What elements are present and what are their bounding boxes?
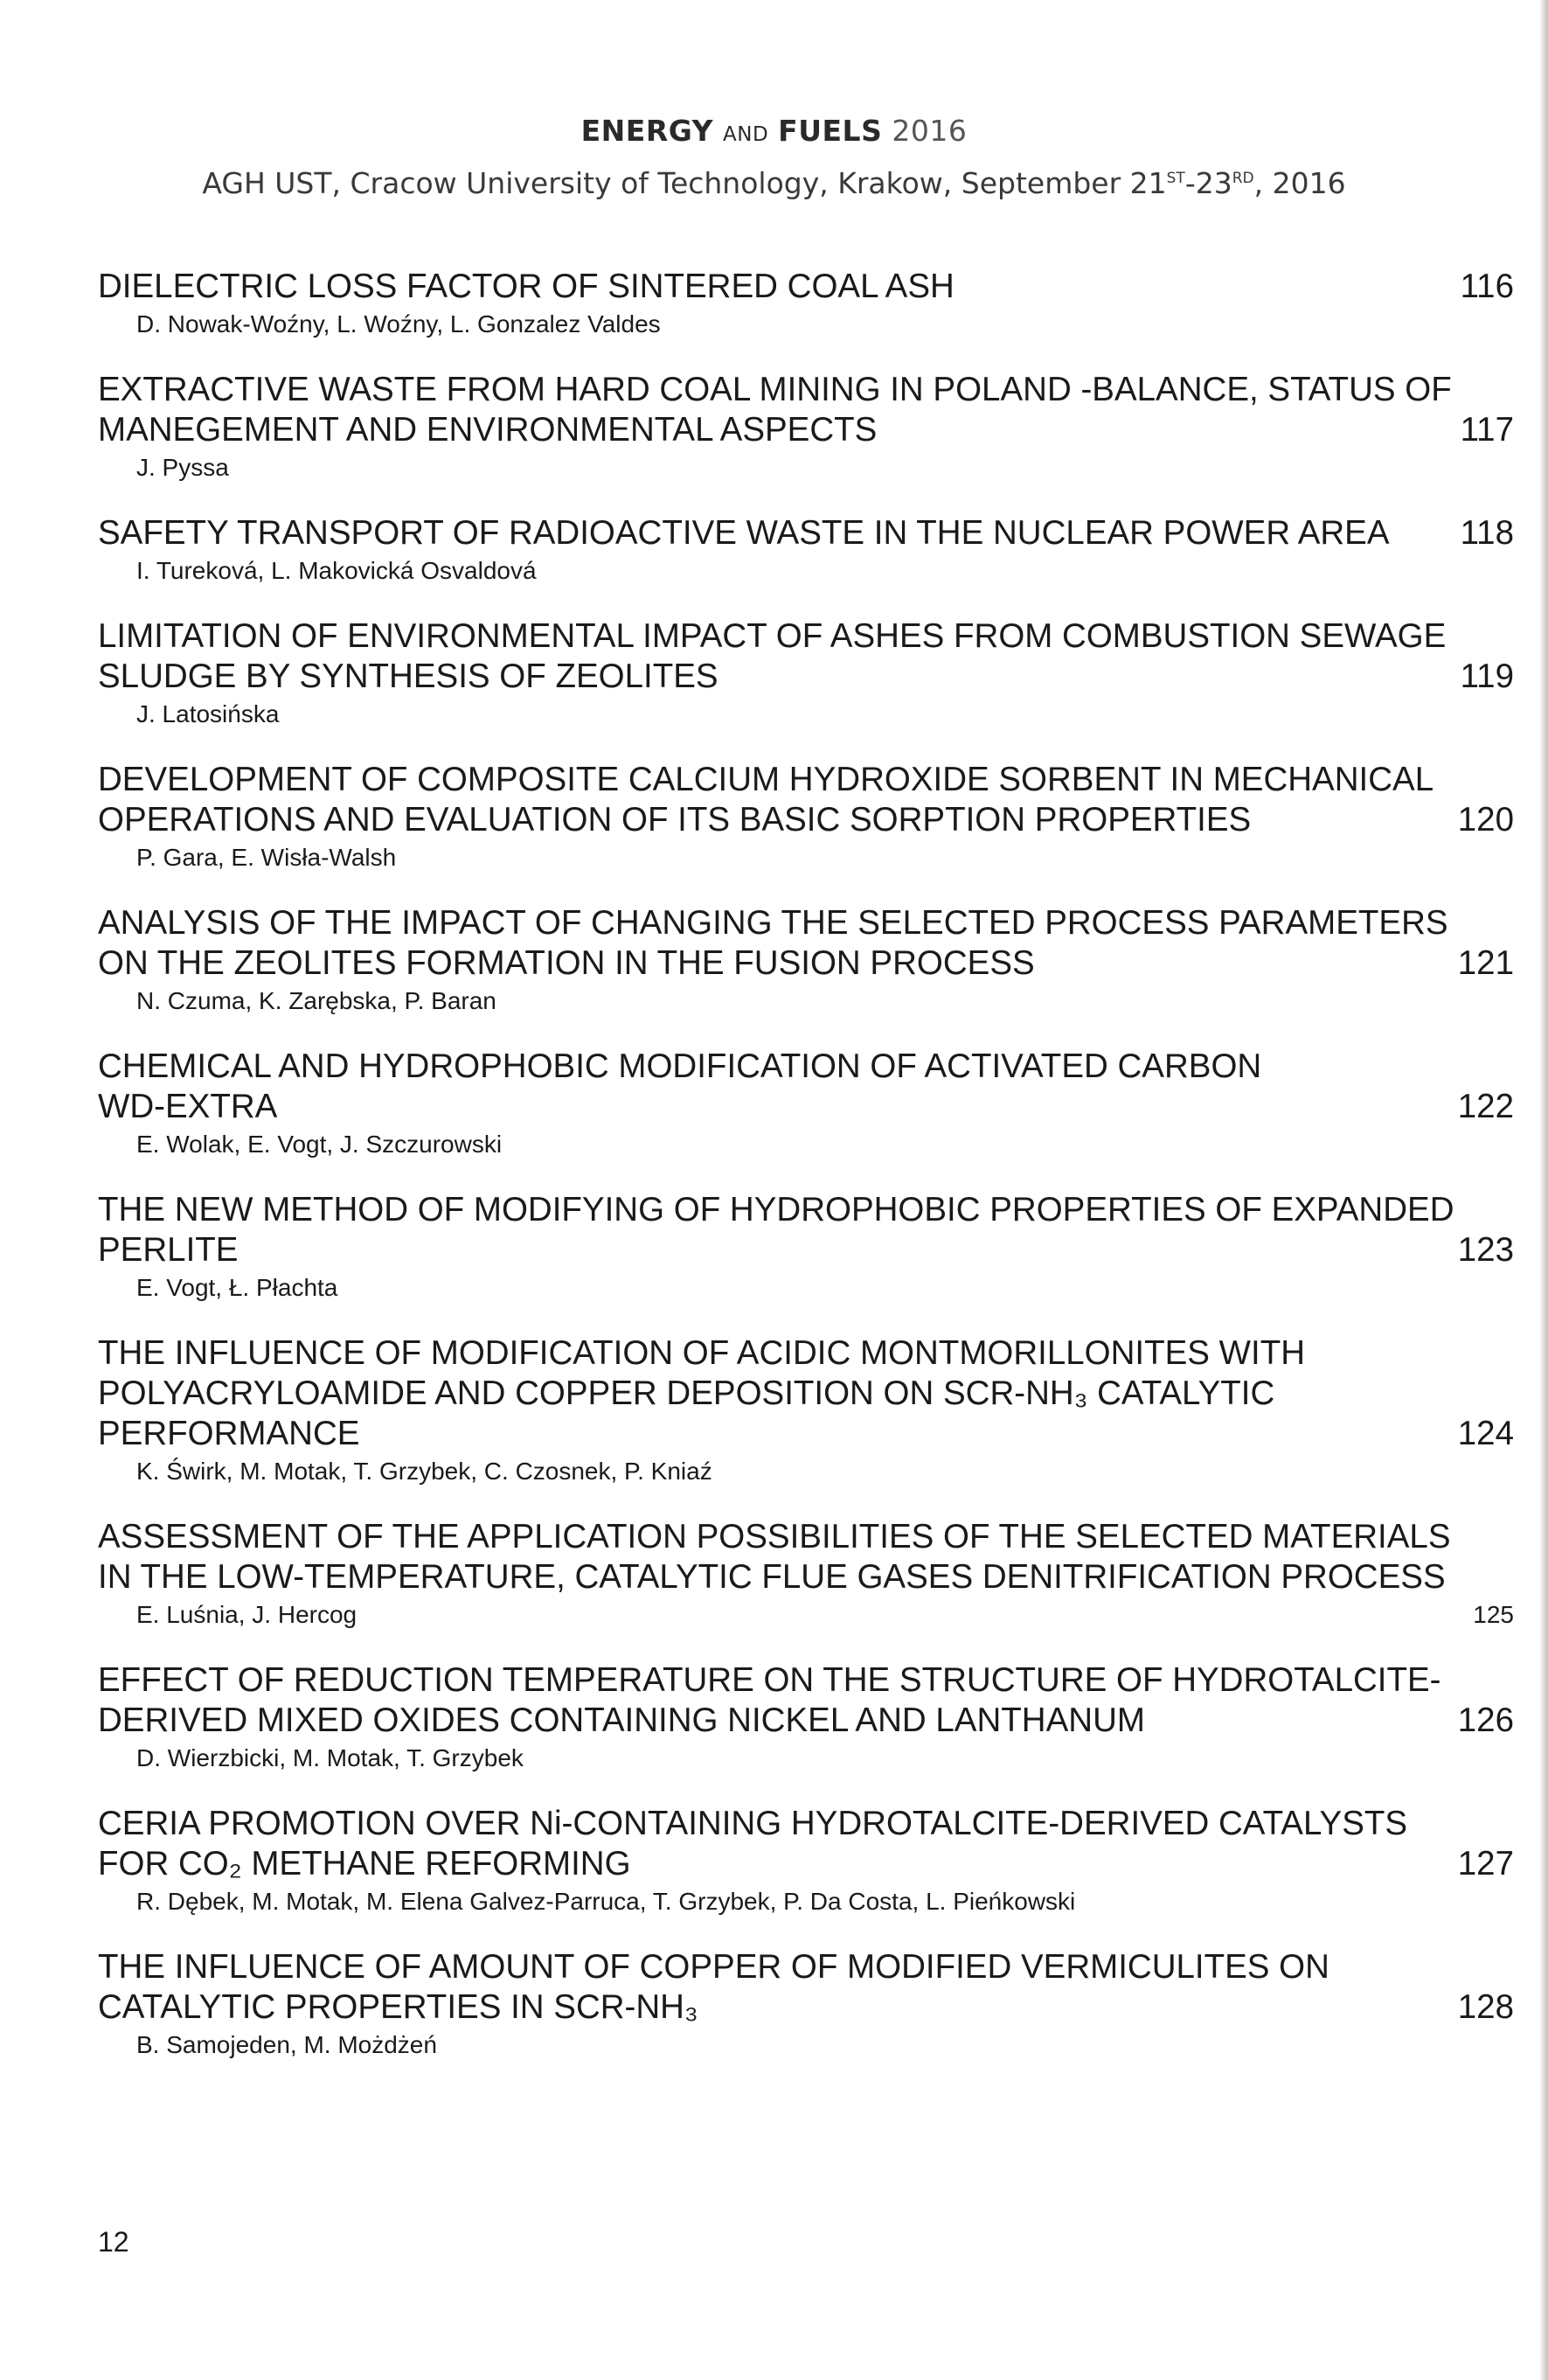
toc-authors-line	[98, 450, 1514, 485]
toc-title-text: CATALYTIC PROPERTIES IN SCR-NH₃	[98, 1988, 698, 2026]
toc-title-line	[98, 903, 1514, 943]
toc-title-line	[98, 1660, 1514, 1701]
toc-title-text: POLYACRYLOAMIDE AND COPPER DEPOSITION ON SCR-NH₃ CATALYTIC	[98, 1374, 1275, 1412]
toc-page-number: 122	[1457, 1088, 1514, 1125]
toc-authors-line	[98, 1884, 1514, 1919]
toc-authors: D. Nowak-Woźny, L. Woźny, L. Gonzalez Valdes	[136, 310, 661, 338]
toc-authors-line	[98, 553, 1514, 588]
toc-entry	[98, 1333, 1514, 1489]
toc-entry-title	[98, 1047, 1514, 1127]
conference-title-fuels: FUELS	[778, 114, 883, 148]
toc-title-line	[98, 410, 1514, 450]
toc-authors: N. Czuma, K. Zarębska, P. Baran	[136, 987, 496, 1014]
toc-authors: E. Vogt, Ł. Płachta	[136, 1274, 338, 1301]
toc-page-number: 126	[1457, 1701, 1514, 1739]
toc-entry-title	[98, 616, 1514, 697]
toc-page-number: 118	[1460, 514, 1514, 552]
toc-authors-line	[98, 840, 1514, 875]
toc-title-text: ON THE ZEOLITES FORMATION IN THE FUSION PROCESS	[98, 944, 1035, 982]
toc-authors: P. Gara, E. Wisła-Walsh	[136, 844, 397, 871]
toc-entry-title	[98, 1517, 1514, 1597]
toc-authors: J. Latosińska	[136, 700, 280, 727]
toc-authors-line	[98, 307, 1514, 342]
toc-authors-line	[98, 697, 1514, 732]
toc-entry	[98, 513, 1514, 588]
toc-authors-line	[98, 1454, 1514, 1489]
toc-entry-title	[98, 1190, 1514, 1270]
toc-title-line	[98, 1414, 1514, 1454]
toc-title-text: THE INFLUENCE OF AMOUNT OF COPPER OF MODIFIED VERMICULITES ON	[98, 1948, 1329, 1986]
toc-title-line	[98, 1374, 1514, 1414]
toc-title-line	[98, 657, 1514, 697]
toc-page-number: 123	[1457, 1231, 1514, 1269]
toc-title-text: SLUDGE BY SYNTHESIS OF ZEOLITES	[98, 658, 718, 695]
toc-title-line	[98, 1701, 1514, 1741]
toc-authors-line	[98, 1741, 1514, 1776]
toc-title-line	[98, 1190, 1514, 1230]
toc-title-line	[98, 1333, 1514, 1374]
toc-entry	[98, 1047, 1514, 1162]
conference-subtitle	[0, 166, 1548, 200]
toc-page-number: 119	[1460, 658, 1514, 695]
toc-title-line	[98, 616, 1514, 657]
toc-authors-line	[98, 1597, 1514, 1632]
toc-entry-title	[98, 760, 1514, 840]
toc-title-text: DERIVED MIXED OXIDES CONTAINING NICKEL AND LANTHANUM	[98, 1701, 1145, 1739]
toc-title-line	[98, 1047, 1514, 1087]
conference-title-year: 2016	[892, 114, 968, 148]
toc-entry	[98, 267, 1514, 342]
toc-authors: B. Samojeden, M. Możdżeń	[136, 2031, 437, 2058]
toc-title-text: CERIA PROMOTION OVER Ni-CONTAINING HYDROTALCITE-DERIVED CATALYSTS	[98, 1805, 1408, 1842]
toc-title-text: WD-EXTRA	[98, 1088, 278, 1125]
conference-venue-date: AGH UST, Cracow University of Technology, Krakow, September 21	[202, 166, 1167, 200]
table-of-contents	[98, 267, 1514, 2091]
page-edge-shadow	[1539, 0, 1548, 2380]
conference-title	[0, 114, 1548, 148]
toc-authors-line	[98, 984, 1514, 1019]
toc-authors: J. Pyssa	[136, 454, 229, 481]
toc-title-text: THE INFLUENCE OF MODIFICATION OF ACIDIC MONTMORILLONITES WITH	[98, 1334, 1306, 1372]
toc-entry	[98, 1804, 1514, 1919]
toc-entry	[98, 1190, 1514, 1305]
toc-page-number: 117	[1460, 411, 1514, 449]
toc-title-line	[98, 800, 1514, 840]
toc-title-text: EFFECT OF REDUCTION TEMPERATURE ON THE STRUCTURE OF HYDROTALCITE-	[98, 1661, 1441, 1699]
toc-authors-line	[98, 1270, 1514, 1305]
toc-title-line	[98, 1230, 1514, 1270]
toc-page-number: 120	[1457, 801, 1514, 839]
toc-entry-title	[98, 1333, 1514, 1454]
toc-title-line	[98, 1087, 1514, 1127]
conference-title-energy: ENERGY	[580, 114, 714, 148]
toc-entry-title	[98, 903, 1514, 984]
toc-title-text: ASSESSMENT OF THE APPLICATION POSSIBILITIES OF THE SELECTED MATERIALS	[98, 1518, 1451, 1555]
toc-entry-title	[98, 1660, 1514, 1741]
toc-entry-title	[98, 1947, 1514, 2028]
toc-authors-line	[98, 2028, 1514, 2063]
toc-entry	[98, 1517, 1514, 1632]
toc-entry	[98, 903, 1514, 1019]
toc-title-text: SAFETY TRANSPORT OF RADIOACTIVE WASTE IN THE NUCLEAR POWER AREA	[98, 514, 1390, 552]
toc-title-text: FOR CO₂ METHANE REFORMING	[98, 1845, 631, 1882]
toc-title-text: OPERATIONS AND EVALUATION OF ITS BASIC SORPTION PROPERTIES	[98, 801, 1252, 839]
toc-page-number: 125	[1473, 1601, 1514, 1628]
toc-title-text: IN THE LOW-TEMPERATURE, CATALYTIC FLUE GASES DENITRIFICATION PROCESS	[98, 1558, 1446, 1596]
toc-page-number: 116	[1460, 268, 1514, 305]
date-suffix-rd: RD	[1232, 170, 1254, 187]
toc-title-line	[98, 1557, 1514, 1597]
date-range-dash: -23	[1184, 166, 1232, 200]
toc-title-text: THE NEW METHOD OF MODIFYING OF HYDROPHOBIC PROPERTIES OF EXPANDED	[98, 1191, 1454, 1228]
toc-authors: R. Dębek, M. Motak, M. Elena Galvez-Parruca, T. Grzybek, P. Da Costa, L. Pieńkowski	[136, 1888, 1076, 1915]
toc-title-line	[98, 1947, 1514, 1987]
toc-entry	[98, 1660, 1514, 1776]
toc-title-text: PERLITE	[98, 1231, 239, 1269]
toc-title-text: CHEMICAL AND HYDROPHOBIC MODIFICATION OF ACTIVATED CARBON	[98, 1047, 1262, 1085]
toc-title-line	[98, 943, 1514, 984]
toc-title-line	[98, 1517, 1514, 1557]
toc-authors: D. Wierzbicki, M. Motak, T. Grzybek	[136, 1744, 524, 1771]
toc-authors: I. Tureková, L. Makovická Osvaldová	[136, 557, 537, 584]
toc-title-text: MANEGEMENT AND ENVIRONMENTAL ASPECTS	[98, 411, 878, 449]
toc-entry	[98, 370, 1514, 485]
toc-authors: K. Świrk, M. Motak, T. Grzybek, C. Czosnek, P. Kniaź	[136, 1458, 712, 1485]
toc-title-text: DEVELOPMENT OF COMPOSITE CALCIUM HYDROXIDE SORBENT IN MECHANICAL	[98, 761, 1434, 798]
toc-title-text: PERFORMANCE	[98, 1415, 360, 1452]
toc-entry	[98, 1947, 1514, 2063]
toc-entry-title	[98, 370, 1514, 450]
toc-authors: E. Luśnia, J. Hercog	[136, 1601, 357, 1628]
conference-year-tail: , 2016	[1253, 166, 1346, 200]
toc-title-line	[98, 513, 1514, 553]
toc-title-text: ANALYSIS OF THE IMPACT OF CHANGING THE SELECTED PROCESS PARAMETERS	[98, 904, 1448, 942]
page-number: 12	[98, 2226, 129, 2258]
toc-title-text: LIMITATION OF ENVIRONMENTAL IMPACT OF ASHES FROM COMBUSTION SEWAGE	[98, 617, 1447, 655]
conference-title-and: AND	[723, 123, 769, 146]
toc-title-line	[98, 1804, 1514, 1844]
toc-title-line	[98, 1987, 1514, 2028]
toc-title-text: EXTRACTIVE WASTE FROM HARD COAL MINING IN POLAND -BALANCE, STATUS OF	[98, 371, 1452, 408]
toc-page-number: 128	[1457, 1988, 1514, 2026]
toc-title-text: DIELECTRIC LOSS FACTOR OF SINTERED COAL ASH	[98, 268, 954, 305]
toc-page-number: 121	[1457, 944, 1514, 982]
toc-entry-title	[98, 513, 1514, 553]
toc-entry-title	[98, 1804, 1514, 1884]
toc-entry	[98, 616, 1514, 732]
toc-page-number: 124	[1457, 1415, 1514, 1452]
toc-title-line	[98, 1844, 1514, 1884]
toc-title-line	[98, 267, 1514, 307]
date-suffix-st: ST	[1166, 170, 1185, 187]
toc-entry	[98, 760, 1514, 875]
toc-entry-title	[98, 267, 1514, 307]
toc-authors: E. Wolak, E. Vogt, J. Szczurowski	[136, 1131, 503, 1158]
toc-title-line	[98, 760, 1514, 800]
toc-page-number: 127	[1457, 1845, 1514, 1882]
toc-authors-line	[98, 1127, 1514, 1162]
toc-title-line	[98, 370, 1514, 410]
